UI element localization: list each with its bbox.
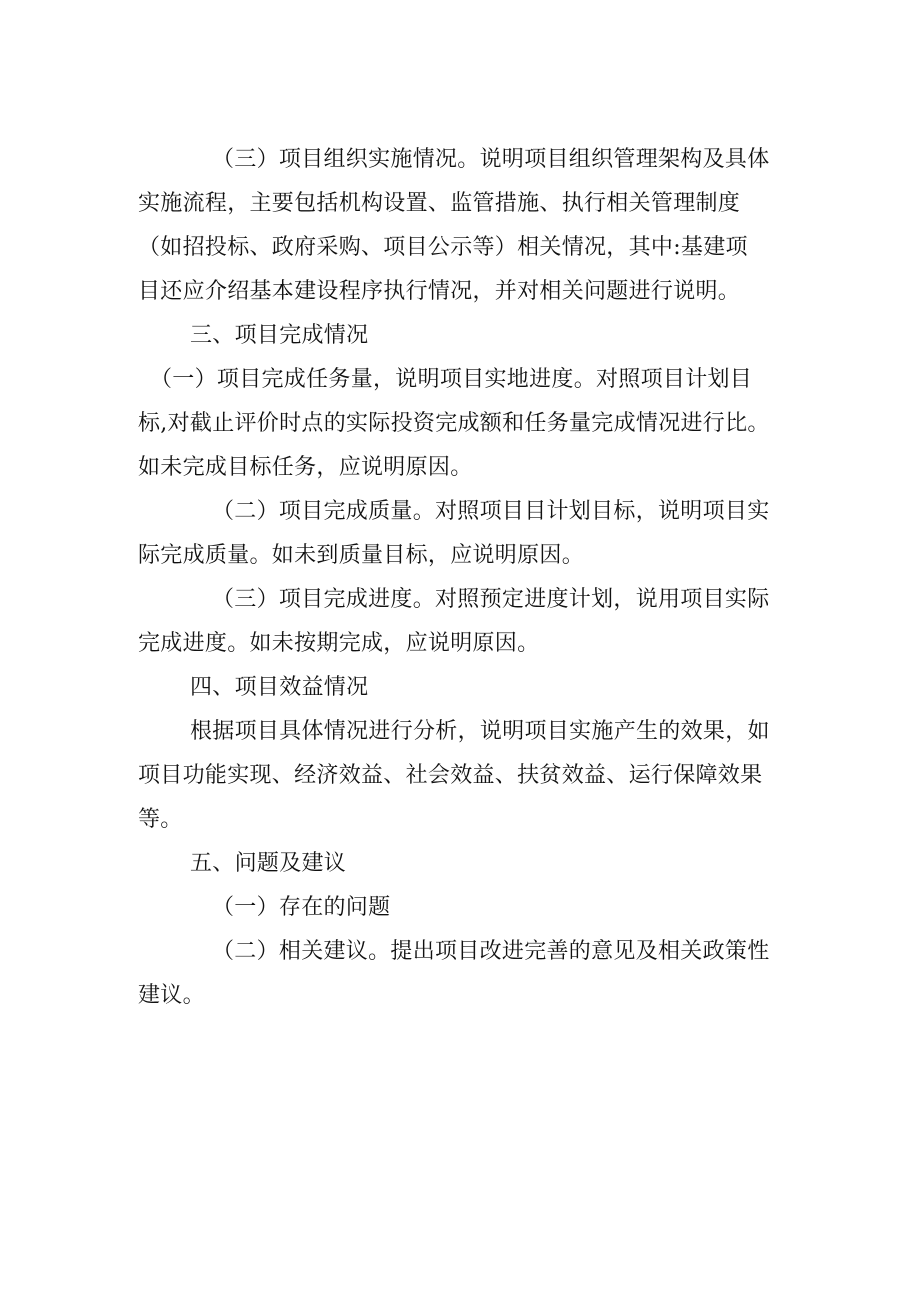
paragraph-line: （三）项目完成进度。对照预定进度计划，说用项目实际 — [212, 587, 770, 612]
paragraph-line: 建议。 — [138, 983, 205, 1008]
paragraph-line: 际完成质量。如未到质量目标，应说明原因。 — [138, 543, 585, 568]
paragraph-line: 如未完成目标任务，应说明原因。 — [138, 455, 473, 480]
paragraph-line: 实施流程，主要包括机构设置、监管措施、执行相关管理制度 — [138, 191, 741, 216]
paragraph-line: 项目功能实现、经济效益、社会效益、扶贫效益、运行保障效果 — [138, 763, 763, 788]
paragraph-line: 目还应介绍基本建设程序执行情况，并对相关问题进行说明。 — [138, 279, 741, 304]
paragraph-line: （三）项目组织实施情况。说明项目组织管理架构及具体 — [212, 147, 770, 172]
paragraph-line: 根据项目具体情况进行分析，说明项目实施产生的效果，如 — [190, 719, 770, 744]
paragraph-line: 完成进度。如未按期完成，应说明原因。 — [138, 631, 540, 656]
section-heading: 五、问题及建议 — [190, 851, 347, 876]
paragraph-line: （二）项目完成质量。对照项目目计划目标，说明项目实 — [212, 499, 770, 524]
paragraph-line: （二）相关建议。提出项目改进完善的意见及相关政策性 — [212, 939, 770, 964]
paragraph-line: 标,对截止评价时点的实际投资完成额和任务量完成情况进行比。 — [138, 411, 770, 436]
paragraph-line: （一）项目完成任务量，说明项目实地进度。对照项目计划目 — [150, 367, 753, 392]
paragraph-line: （如招投标、政府采购、项目公示等）相关情况，其中:基建项 — [138, 235, 748, 260]
subsection-heading: （一）存在的问题 — [212, 895, 391, 920]
section-heading: 三、项目完成情况 — [190, 323, 369, 348]
section-heading: 四、项目效益情况 — [190, 675, 369, 700]
paragraph-line: 等。 — [138, 807, 183, 832]
